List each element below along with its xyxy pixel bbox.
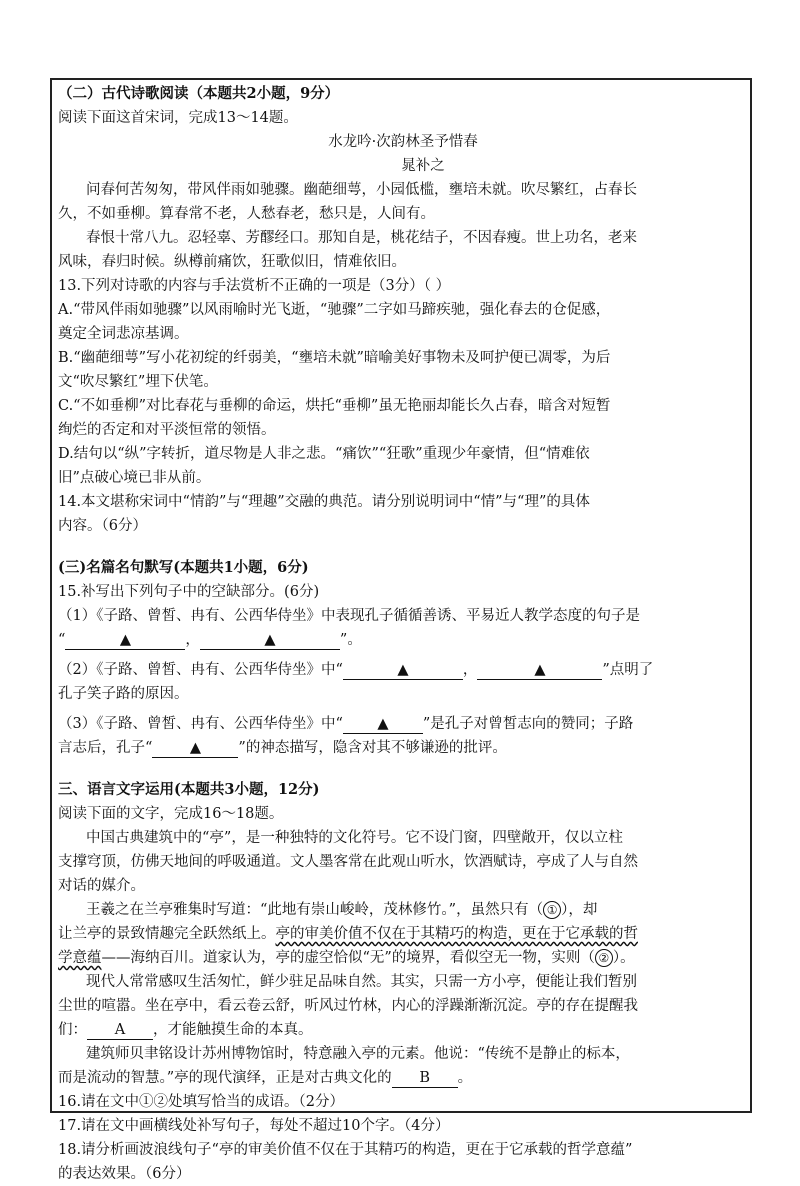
q15-item-2: （2）《子路、曾皙、冉有、公西华侍坐》中“ ▲ ， ▲ ”点明了 (58, 662, 654, 678)
question-13: 13.下列对诗歌的内容与手法赏析不正确的一项是（3分）（ ） (58, 278, 451, 294)
q15-item-3: （3）《子路、曾皙、冉有、公西华侍坐》中“ ▲ ”是孔子对曾皙志向的赞同；子路 (58, 716, 634, 732)
question-18-cont: 的表达效果。（6分） (58, 1166, 191, 1182)
answer-blank[interactable]: ▲ (152, 739, 238, 758)
poem-line: 久，不如垂柳。算春常不老，人愁春老，愁只是，人间有。 (58, 206, 435, 222)
blank-marker-1: ① (543, 901, 561, 919)
question-15: 15.补写出下列句子中的空缺部分。(6分) (58, 584, 320, 600)
section-heading-recitation: (三)名篇名句默写(本题共1小题，6分) (58, 559, 309, 576)
blank-marker-2: ② (595, 949, 613, 967)
answer-blank[interactable]: ▲ (343, 715, 423, 734)
passage-line: 王羲之在兰亭雅集时写道：“此地有崇山峻岭，茂林修竹。”，虽然只有（ ① ），却 (86, 902, 598, 918)
q13-option-a: A.“带风伴雨如驰骤”以风雨喻时光飞逝，“驰骤”二字如马蹄疾驰，强化春去的仓促感， (58, 302, 611, 318)
q15-item-1: （1）《子路、曾皙、冉有、公西华侍坐》中表现孔子循循善诱、平易近人教学态度的句子是 (58, 608, 640, 624)
q13-option-c-cont: 绚烂的否定和对平淡恒常的领悟。 (58, 422, 276, 438)
q15-item-1-blanks: “ ▲ ， ▲ ”。 (58, 632, 362, 648)
question-17: 17.请在文中画横线处补写句子，每处不超过10个字。（4分） (58, 1118, 450, 1134)
passage-line: 学意蕴——海纳百川。道家认为，亭的虚空恰似“无”的境界，看似空无一物，实则（ ② ）。 (58, 950, 635, 966)
answer-blank[interactable]: ▲ (65, 631, 185, 650)
passage-line: 支撑穹顶，仿佛天地间的呼吸通道。文人墨客常在此观山听水，饮酒赋诗，亭成了人与自然 (58, 854, 638, 870)
poem-line: 风味，春归时候。纵樽前痛饮，狂歌似旧，情难依旧。 (58, 254, 406, 270)
section-heading-poetry: （二）古代诗歌阅读（本题共2小题，9分） (58, 85, 340, 102)
passage-line: 而是流动的智慧。”亭的现代演绎，正是对古典文化的 B 。 (58, 1070, 473, 1086)
poem-line: 问春何苦匆匆，带风伴雨如驰骤。幽葩细萼，小园低槛，壅培未就。吹尽繁红，占春长 (86, 182, 637, 198)
answer-blank[interactable]: ▲ (477, 661, 602, 680)
answer-blank[interactable]: ▲ (200, 631, 340, 650)
q13-option-c: C.“不如垂柳”对比春花与垂柳的命运，烘托“垂柳”虽无艳丽却能长久占春，暗含对短暂 (58, 398, 611, 414)
poem-author: 晁补之 (401, 158, 445, 174)
answer-blank-b[interactable]: B (392, 1069, 458, 1088)
passage-line: 对话的媒介。 (58, 878, 145, 894)
q13-option-b-cont: 文“吹尽繁红”埋下伏笔。 (58, 374, 218, 390)
q13-option-a-cont: 奠定全词悲凉基调。 (58, 326, 189, 342)
section-heading-language: 三、语言文字运用(本题共3小题，12分) (58, 781, 320, 798)
q15-item-3-cont: 言志后，孔子“ ▲ ”的神态描写，隐含对其不够谦逊的批评。 (58, 740, 507, 756)
q15-item-2-cont: 孔子笑子路的原因。 (58, 686, 189, 702)
q13-option-d-cont: 旧”点破心境已非从前。 (58, 470, 211, 486)
poem-title: 水龙吟·次韵林圣予惜春 (328, 134, 478, 150)
passage-line: 让兰亭的景致情趣完全跃然纸上。亭的审美价值不仅在于其精巧的构造，更在于它承载的哲 (58, 926, 638, 942)
question-16: 16.请在文中①②处填写恰当的成语。（2分） (58, 1094, 345, 1110)
wavy-underlined-sentence: 亭的审美价值不仅在于其精巧的构造，更在于它承载的哲 (275, 926, 638, 942)
poem-line: 春恨十常八九。忍轻辜、芳醪经口。那知自是，桃花结子，不因春瘦。世上功名，老来 (86, 230, 637, 246)
question-18: 18.请分析画波浪线句子“亭的审美价值不仅在于其精巧的构造，更在于它承载的哲学意蕴” (58, 1142, 633, 1158)
passage-line: 现代人常常感叹生活匆忙，鲜少驻足品味自然。其实，只需一方小亭，便能让我们暂别 (86, 974, 637, 990)
question-14-cont: 内容。（6分） (58, 518, 147, 534)
exam-page (58, 82, 748, 1186)
poetry-intro: 阅读下面这首宋词，完成13～14题。 (58, 110, 298, 126)
language-intro: 阅读下面的文字，完成16～18题。 (58, 806, 284, 822)
passage-line: 建筑师贝聿铭设计苏州博物馆时，特意融入亭的元素。他说：“传统不是静止的标本， (86, 1046, 630, 1062)
passage-line: 中国古典建筑中的“亭”，是一种独特的文化符号。它不设门窗，四壁敞开，仅以立柱 (86, 830, 623, 846)
answer-blank-a[interactable]: A (87, 1021, 153, 1040)
passage-line: 尘世的喧嚣。坐在亭中，看云卷云舒，听风过竹林，内心的浮躁渐渐沉淀。亭的存在提醒我 (58, 998, 638, 1014)
passage-line: 们： A ，才能触摸生命的本真。 (58, 1022, 313, 1038)
answer-blank[interactable]: ▲ (343, 661, 463, 680)
q13-option-b: B.“幽葩细萼”写小花初绽的纤弱美，“壅培未就”暗喻美好事物未及呵护便已凋零，为后 (58, 350, 611, 366)
question-14: 14.本文堪称宋词中“情韵”与“理趣”交融的典范。请分别说明词中“情”与“理”的具体 (58, 494, 590, 510)
q13-option-d: D.结句以“纵”字转折，道尽物是人非之悲。“痛饮”“狂歌”重现少年豪情，但“情难依 (58, 446, 590, 462)
wavy-underlined-sentence: 学意蕴 (58, 950, 102, 966)
